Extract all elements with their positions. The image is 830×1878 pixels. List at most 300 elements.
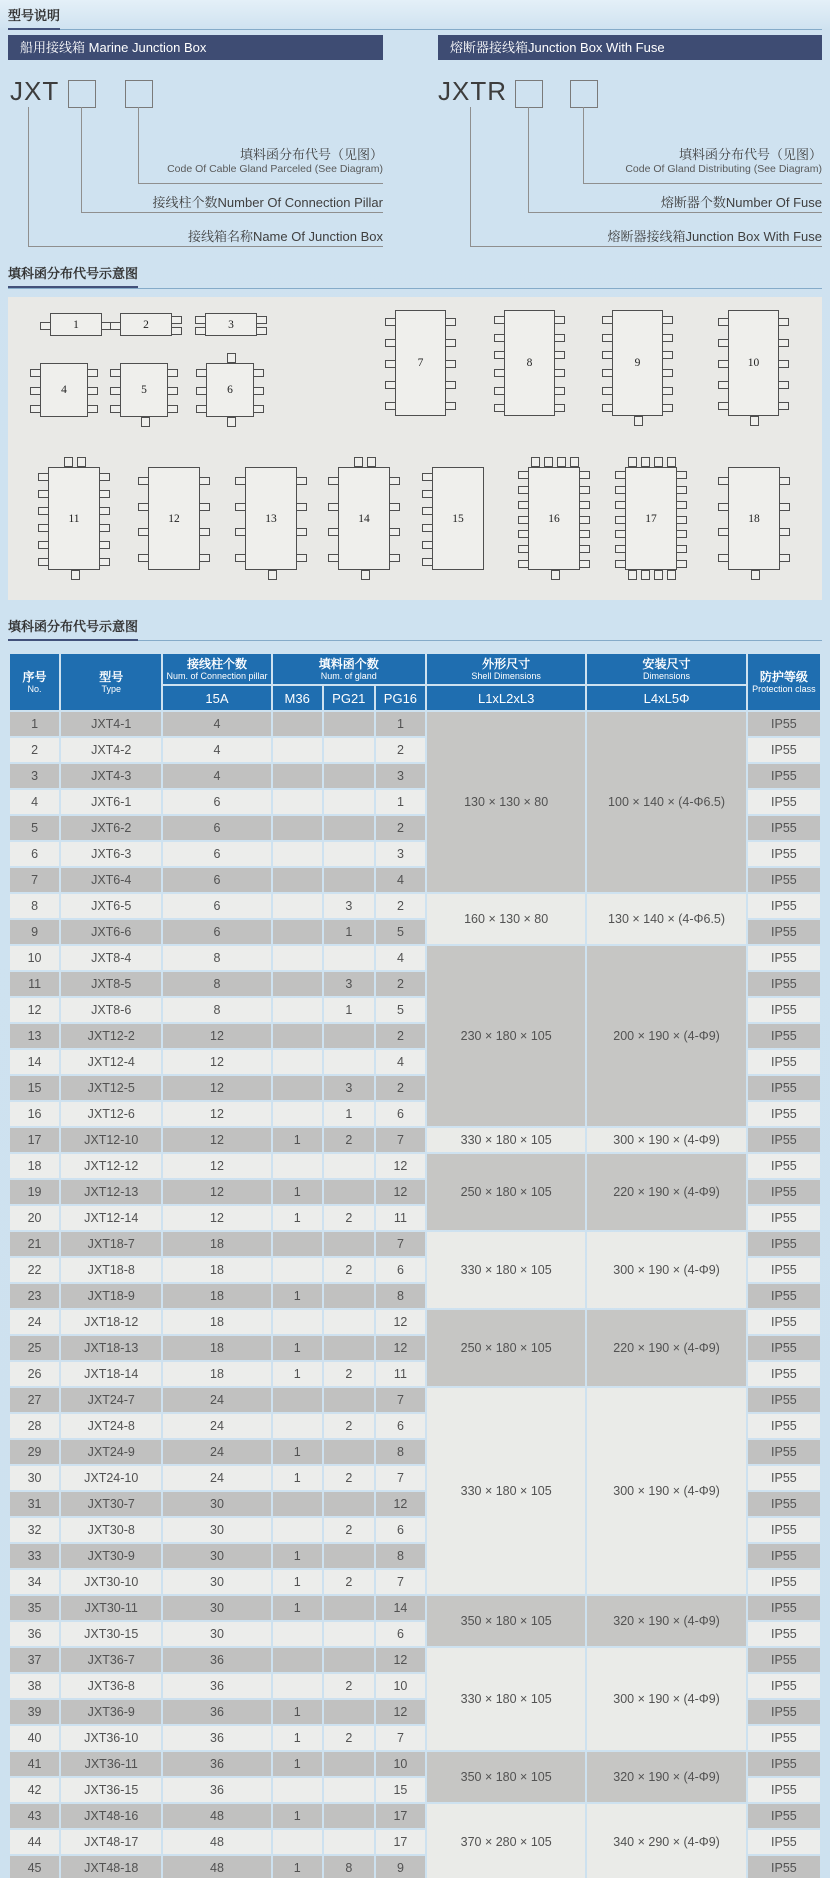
cell-15a: 24 bbox=[163, 1414, 270, 1438]
cell-type: JXT24-10 bbox=[61, 1466, 161, 1490]
cell-15a: 6 bbox=[163, 894, 270, 918]
cell-type: JXT30-9 bbox=[61, 1544, 161, 1568]
cell-protection-class: IP55 bbox=[748, 1128, 820, 1152]
cell-shell-dimensions: 330 × 180 × 105 bbox=[427, 1232, 585, 1308]
gland-stub bbox=[38, 541, 49, 549]
cell-pg16: 4 bbox=[376, 1050, 425, 1074]
gland-stub bbox=[518, 560, 529, 568]
gland-box bbox=[40, 363, 88, 417]
gland-stub bbox=[718, 381, 729, 389]
gland-stub bbox=[544, 457, 553, 467]
gland-box-label: 16 bbox=[548, 512, 560, 525]
cell-mount-dimensions: 300 × 190 × (4-Φ9) bbox=[587, 1388, 745, 1594]
gland-stub bbox=[779, 477, 790, 485]
col-header-mount: 安装尺寸 Dimensions bbox=[587, 654, 745, 684]
cell-protection-class: IP55 bbox=[748, 1596, 820, 1620]
gland-stub bbox=[662, 334, 673, 342]
cell-protection-class: IP55 bbox=[748, 998, 820, 1022]
cell-m36 bbox=[273, 998, 322, 1022]
cell-type: JXT30-8 bbox=[61, 1518, 161, 1542]
cell-type: JXT36-7 bbox=[61, 1648, 161, 1672]
cell-15a: 30 bbox=[163, 1518, 270, 1542]
cell-pg21: 2 bbox=[324, 1362, 374, 1386]
cell-15a: 12 bbox=[163, 1076, 270, 1100]
cell-protection-class: IP55 bbox=[748, 1856, 820, 1878]
cell-no: 41 bbox=[10, 1752, 59, 1776]
cell-protection-class: IP55 bbox=[748, 1076, 820, 1100]
col-header-no: 序号 No. bbox=[10, 654, 59, 710]
cell-shell-dimensions: 330 × 180 × 105 bbox=[427, 1128, 585, 1152]
cell-shell-dimensions: 230 × 180 × 105 bbox=[427, 946, 585, 1126]
cell-no: 36 bbox=[10, 1622, 59, 1646]
cell-15a: 8 bbox=[163, 998, 270, 1022]
gland-stub bbox=[328, 528, 339, 536]
cell-15a: 8 bbox=[163, 946, 270, 970]
cell-pg21 bbox=[324, 1336, 374, 1360]
cell-pg21: 3 bbox=[324, 972, 374, 996]
cell-type: JXT6-3 bbox=[61, 842, 161, 866]
cell-pg16: 6 bbox=[376, 1518, 425, 1542]
cell-no: 18 bbox=[10, 1154, 59, 1178]
table-row bbox=[10, 1232, 820, 1256]
gland-stub bbox=[494, 316, 505, 324]
gland-stub bbox=[71, 570, 80, 580]
cell-pg16: 6 bbox=[376, 1414, 425, 1438]
subcol-15a: 15A bbox=[163, 686, 270, 710]
cell-type: JXT12-5 bbox=[61, 1076, 161, 1100]
cell-no: 30 bbox=[10, 1466, 59, 1490]
gland-stub bbox=[654, 457, 663, 467]
subcol-pg16: PG16 bbox=[376, 686, 425, 710]
cell-protection-class: IP55 bbox=[748, 1258, 820, 1282]
cell-pg16: 11 bbox=[376, 1206, 425, 1230]
cell-mount-dimensions: 100 × 140 × (4-Φ6.5) bbox=[587, 712, 745, 892]
cell-m36 bbox=[273, 842, 322, 866]
gland-stub bbox=[171, 316, 182, 324]
gland-stub bbox=[554, 369, 565, 377]
cell-protection-class: IP55 bbox=[748, 1284, 820, 1308]
jxt-label-gland-code: 填料函分布代号（见图） Code Of Cable Gland Parceled (See Diagram) bbox=[138, 146, 383, 184]
cell-pg16: 2 bbox=[376, 1076, 425, 1100]
jxt-label-box-name: 接线箱名称Name Of Junction Box bbox=[28, 228, 383, 247]
cell-no: 21 bbox=[10, 1232, 59, 1256]
cell-pg16: 4 bbox=[376, 946, 425, 970]
gland-stub bbox=[641, 457, 650, 467]
cell-no: 20 bbox=[10, 1206, 59, 1230]
cell-m36 bbox=[273, 1622, 322, 1646]
cell-pg21 bbox=[324, 842, 374, 866]
jxtr-code-box-1 bbox=[515, 80, 543, 108]
cell-no: 34 bbox=[10, 1570, 59, 1594]
table-row bbox=[10, 1752, 820, 1776]
cell-type: JXT6-2 bbox=[61, 816, 161, 840]
cell-pg16: 12 bbox=[376, 1700, 425, 1724]
cell-m36: 1 bbox=[273, 1206, 322, 1230]
cell-protection-class: IP55 bbox=[748, 1674, 820, 1698]
cell-pg21 bbox=[324, 1232, 374, 1256]
gland-stub bbox=[99, 558, 110, 566]
gland-stub bbox=[750, 416, 759, 426]
cell-mount-dimensions: 300 × 190 × (4-Φ9) bbox=[587, 1128, 745, 1152]
gland-stub bbox=[64, 457, 73, 467]
gland-stub bbox=[110, 322, 121, 330]
cell-m36 bbox=[273, 868, 322, 892]
gland-stub bbox=[718, 554, 729, 562]
cell-no: 2 bbox=[10, 738, 59, 762]
cell-pg16: 2 bbox=[376, 1024, 425, 1048]
cell-type: JXT12-10 bbox=[61, 1128, 161, 1152]
table-row bbox=[10, 1388, 820, 1412]
cell-m36: 1 bbox=[273, 1336, 322, 1360]
spec-table bbox=[8, 652, 822, 1878]
cell-type: JXT4-3 bbox=[61, 764, 161, 788]
gland-stub bbox=[422, 524, 433, 532]
cell-15a: 36 bbox=[163, 1778, 270, 1802]
cell-15a: 36 bbox=[163, 1648, 270, 1672]
cell-protection-class: IP55 bbox=[748, 1830, 820, 1854]
gland-stub bbox=[662, 369, 673, 377]
cell-pg16: 17 bbox=[376, 1830, 425, 1854]
gland-stub bbox=[328, 477, 339, 485]
section-title-model: 型号说明 bbox=[8, 8, 60, 30]
cell-no: 45 bbox=[10, 1856, 59, 1878]
cell-pg21 bbox=[324, 1544, 374, 1568]
cell-pg21 bbox=[324, 764, 374, 788]
cell-protection-class: IP55 bbox=[748, 1362, 820, 1386]
gland-stub bbox=[518, 471, 529, 479]
cell-m36 bbox=[273, 1388, 322, 1412]
cell-pg21 bbox=[324, 1752, 374, 1776]
cell-pg21 bbox=[324, 1700, 374, 1724]
cell-pg16: 12 bbox=[376, 1154, 425, 1178]
gland-stub bbox=[138, 477, 149, 485]
cell-m36 bbox=[273, 1076, 322, 1100]
gland-box bbox=[48, 467, 100, 570]
gland-stub bbox=[445, 339, 456, 347]
cell-pg16: 12 bbox=[376, 1336, 425, 1360]
cell-15a: 48 bbox=[163, 1856, 270, 1878]
gland-box bbox=[728, 467, 780, 570]
gland-stub bbox=[253, 387, 264, 395]
cell-15a: 18 bbox=[163, 1336, 270, 1360]
cell-m36 bbox=[273, 972, 322, 996]
cell-shell-dimensions: 370 × 280 × 105 bbox=[427, 1804, 585, 1878]
gland-box bbox=[612, 310, 663, 416]
cell-type: JXT8-4 bbox=[61, 946, 161, 970]
cell-15a: 6 bbox=[163, 920, 270, 944]
gland-box-label: 6 bbox=[227, 384, 233, 396]
gland-stub bbox=[494, 334, 505, 342]
cell-protection-class: IP55 bbox=[748, 1778, 820, 1802]
cell-protection-class: IP55 bbox=[748, 1622, 820, 1646]
spec-table-body bbox=[10, 712, 820, 1878]
gland-box bbox=[206, 363, 254, 417]
cell-protection-class: IP55 bbox=[748, 1518, 820, 1542]
cell-pg16: 2 bbox=[376, 894, 425, 918]
gland-stub bbox=[422, 507, 433, 515]
gland-stub bbox=[628, 457, 637, 467]
cell-type: JXT48-17 bbox=[61, 1830, 161, 1854]
gland-stub bbox=[615, 486, 626, 494]
cell-no: 7 bbox=[10, 868, 59, 892]
cell-pg21 bbox=[324, 738, 374, 762]
cell-no: 35 bbox=[10, 1596, 59, 1620]
gland-stub bbox=[667, 570, 676, 580]
cell-no: 1 bbox=[10, 712, 59, 736]
gland-stub bbox=[227, 417, 236, 427]
cell-pg21 bbox=[324, 1804, 374, 1828]
gland-stub bbox=[328, 503, 339, 511]
cell-protection-class: IP55 bbox=[748, 1050, 820, 1074]
gland-stub bbox=[138, 503, 149, 511]
cell-pg21: 1 bbox=[324, 998, 374, 1022]
cell-type: JXT24-8 bbox=[61, 1414, 161, 1438]
cell-pg16: 17 bbox=[376, 1804, 425, 1828]
cell-no: 27 bbox=[10, 1388, 59, 1412]
cell-pg21 bbox=[324, 712, 374, 736]
gland-stub bbox=[167, 369, 178, 377]
cell-type: JXT12-14 bbox=[61, 1206, 161, 1230]
gland-stub bbox=[676, 471, 687, 479]
cell-pg16: 2 bbox=[376, 972, 425, 996]
jxtr-label-gland-code: 填料函分布代号（见图） Code Of Gland Distributing (See Diagram) bbox=[583, 146, 822, 184]
cell-pg21 bbox=[324, 1154, 374, 1178]
cell-pg21 bbox=[324, 1830, 374, 1854]
cell-protection-class: IP55 bbox=[748, 1544, 820, 1568]
gland-stub bbox=[422, 558, 433, 566]
cell-m36 bbox=[273, 764, 322, 788]
subcol-mount-dims: L4xL5Φ bbox=[587, 686, 745, 710]
cell-protection-class: IP55 bbox=[748, 1388, 820, 1412]
gland-stub bbox=[38, 524, 49, 532]
col-header-shell: 外形尺寸 Shell Dimensions bbox=[427, 654, 585, 684]
cell-m36 bbox=[273, 1492, 322, 1516]
cell-pg16: 12 bbox=[376, 1180, 425, 1204]
cell-15a: 24 bbox=[163, 1440, 270, 1464]
cell-protection-class: IP55 bbox=[748, 946, 820, 970]
gland-stub bbox=[602, 316, 613, 324]
gland-stub bbox=[110, 405, 121, 413]
cell-no: 3 bbox=[10, 764, 59, 788]
gland-stub bbox=[494, 387, 505, 395]
gland-stub bbox=[751, 570, 760, 580]
cell-no: 23 bbox=[10, 1284, 59, 1308]
cell-15a: 12 bbox=[163, 1128, 270, 1152]
cell-protection-class: IP55 bbox=[748, 1232, 820, 1256]
gland-box bbox=[148, 467, 200, 570]
cell-m36: 1 bbox=[273, 1544, 322, 1568]
gland-stub bbox=[718, 503, 729, 511]
cell-no: 38 bbox=[10, 1674, 59, 1698]
gland-stub bbox=[579, 545, 590, 553]
cell-pg16: 7 bbox=[376, 1232, 425, 1256]
cell-shell-dimensions: 350 × 180 × 105 bbox=[427, 1596, 585, 1646]
marine-junction-box-bar: 船用接线箱 Marine Junction Box bbox=[8, 35, 383, 60]
cell-m36: 1 bbox=[273, 1856, 322, 1878]
gland-stub bbox=[518, 501, 529, 509]
gland-box bbox=[728, 310, 779, 416]
cell-mount-dimensions: 300 × 190 × (4-Φ9) bbox=[587, 1232, 745, 1308]
gland-stub bbox=[554, 316, 565, 324]
gland-stub bbox=[138, 528, 149, 536]
gland-stub bbox=[196, 387, 207, 395]
gland-stub bbox=[235, 554, 246, 562]
cell-15a: 4 bbox=[163, 712, 270, 736]
gland-stub bbox=[99, 524, 110, 532]
gland-stub bbox=[296, 503, 307, 511]
cell-pg16: 5 bbox=[376, 920, 425, 944]
gland-stub bbox=[554, 351, 565, 359]
gland-stub bbox=[38, 558, 49, 566]
cell-15a: 30 bbox=[163, 1570, 270, 1594]
gland-stub bbox=[579, 560, 590, 568]
cell-no: 39 bbox=[10, 1700, 59, 1724]
cell-no: 9 bbox=[10, 920, 59, 944]
gland-stub bbox=[296, 554, 307, 562]
cell-pg16: 2 bbox=[376, 738, 425, 762]
cell-shell-dimensions: 330 × 180 × 105 bbox=[427, 1648, 585, 1750]
gland-stub bbox=[196, 369, 207, 377]
cell-m36: 1 bbox=[273, 1700, 322, 1724]
gland-stub bbox=[602, 387, 613, 395]
gland-stub bbox=[518, 516, 529, 524]
cell-pg16: 7 bbox=[376, 1388, 425, 1412]
cell-type: JXT6-4 bbox=[61, 868, 161, 892]
cell-type: JXT12-4 bbox=[61, 1050, 161, 1074]
cell-type: JXT8-6 bbox=[61, 998, 161, 1022]
cell-no: 12 bbox=[10, 998, 59, 1022]
cell-m36 bbox=[273, 920, 322, 944]
gland-box-label: 2 bbox=[143, 318, 149, 331]
gland-stub bbox=[30, 387, 41, 395]
cell-no: 15 bbox=[10, 1076, 59, 1100]
cell-pg21: 2 bbox=[324, 1518, 374, 1542]
cell-pg21 bbox=[324, 1180, 374, 1204]
junction-box-with-fuse-bar: 熔断器接线箱Junction Box With Fuse bbox=[438, 35, 822, 60]
cell-protection-class: IP55 bbox=[748, 972, 820, 996]
gland-stub bbox=[235, 477, 246, 485]
cell-15a: 48 bbox=[163, 1830, 270, 1854]
cell-type: JXT36-9 bbox=[61, 1700, 161, 1724]
cell-pg16: 5 bbox=[376, 998, 425, 1022]
cell-protection-class: IP55 bbox=[748, 868, 820, 892]
cell-no: 31 bbox=[10, 1492, 59, 1516]
cell-mount-dimensions: 220 × 190 × (4-Φ9) bbox=[587, 1154, 745, 1230]
cell-pg21 bbox=[324, 868, 374, 892]
cell-15a: 4 bbox=[163, 738, 270, 762]
gland-stub bbox=[662, 316, 673, 324]
gland-box bbox=[205, 313, 257, 336]
cell-no: 26 bbox=[10, 1362, 59, 1386]
cell-pg16: 7 bbox=[376, 1726, 425, 1750]
cell-protection-class: IP55 bbox=[748, 1154, 820, 1178]
jxtr-label-box-name: 熔断器接线箱Junction Box With Fuse bbox=[470, 228, 822, 247]
gland-stub bbox=[615, 516, 626, 524]
gland-stub bbox=[615, 530, 626, 538]
cell-pg21 bbox=[324, 1050, 374, 1074]
cell-no: 14 bbox=[10, 1050, 59, 1074]
cell-pg16: 1 bbox=[376, 790, 425, 814]
cell-type: JXT6-5 bbox=[61, 894, 161, 918]
cell-pg16: 4 bbox=[376, 868, 425, 892]
gland-stub bbox=[422, 541, 433, 549]
gland-stub bbox=[171, 327, 182, 335]
gland-stub bbox=[445, 402, 456, 410]
cell-pg21: 2 bbox=[324, 1258, 374, 1282]
gland-stub bbox=[235, 528, 246, 536]
gland-stub bbox=[579, 501, 590, 509]
cell-type: JXT36-15 bbox=[61, 1778, 161, 1802]
cell-type: JXT8-5 bbox=[61, 972, 161, 996]
cell-pg21: 3 bbox=[324, 894, 374, 918]
gland-stub bbox=[30, 405, 41, 413]
gland-stub bbox=[778, 402, 789, 410]
cell-protection-class: IP55 bbox=[748, 738, 820, 762]
cell-m36: 1 bbox=[273, 1128, 322, 1152]
gland-box-label: 11 bbox=[68, 512, 80, 525]
cell-m36 bbox=[273, 1674, 322, 1698]
cell-pg16: 8 bbox=[376, 1284, 425, 1308]
cell-pg16: 2 bbox=[376, 816, 425, 840]
cell-pg16: 10 bbox=[376, 1752, 425, 1776]
cell-type: JXT12-12 bbox=[61, 1154, 161, 1178]
cell-pg21: 2 bbox=[324, 1674, 374, 1698]
gland-stub bbox=[389, 554, 400, 562]
cell-no: 4 bbox=[10, 790, 59, 814]
gland-stub bbox=[662, 387, 673, 395]
cell-m36 bbox=[273, 712, 322, 736]
cell-pg16: 3 bbox=[376, 764, 425, 788]
cell-mount-dimensions: 200 × 190 × (4-Φ9) bbox=[587, 946, 745, 1126]
cell-m36 bbox=[273, 1232, 322, 1256]
cell-m36 bbox=[273, 816, 322, 840]
cell-15a: 6 bbox=[163, 842, 270, 866]
gland-stub bbox=[38, 507, 49, 515]
gland-stub bbox=[654, 570, 663, 580]
cell-pg16: 12 bbox=[376, 1310, 425, 1334]
cell-m36 bbox=[273, 1648, 322, 1672]
gland-box-label: 1 bbox=[73, 318, 79, 331]
cell-15a: 24 bbox=[163, 1466, 270, 1490]
gland-stub bbox=[557, 457, 566, 467]
cell-pg21 bbox=[324, 790, 374, 814]
gland-stub bbox=[662, 351, 673, 359]
cell-type: JXT18-12 bbox=[61, 1310, 161, 1334]
section-divider bbox=[8, 29, 822, 30]
gland-box-label: 12 bbox=[168, 512, 180, 525]
cell-15a: 18 bbox=[163, 1310, 270, 1334]
jxt-label-pillar-count: 接线柱个数Number Of Connection Pillar bbox=[81, 194, 383, 213]
gland-stub bbox=[199, 503, 210, 511]
cell-type: JXT12-6 bbox=[61, 1102, 161, 1126]
cell-shell-dimensions: 250 × 180 × 105 bbox=[427, 1310, 585, 1386]
gland-stub bbox=[422, 490, 433, 498]
cell-pg21 bbox=[324, 1440, 374, 1464]
cell-pg21 bbox=[324, 816, 374, 840]
gland-stub bbox=[518, 530, 529, 538]
cell-15a: 24 bbox=[163, 1388, 270, 1412]
cell-pg16: 12 bbox=[376, 1492, 425, 1516]
gland-stub bbox=[554, 404, 565, 412]
cell-type: JXT36-11 bbox=[61, 1752, 161, 1776]
table-row bbox=[10, 1310, 820, 1334]
gland-stub bbox=[615, 560, 626, 568]
cell-no: 40 bbox=[10, 1726, 59, 1750]
cell-no: 44 bbox=[10, 1830, 59, 1854]
gland-stub bbox=[634, 416, 643, 426]
cell-no: 10 bbox=[10, 946, 59, 970]
cell-no: 42 bbox=[10, 1778, 59, 1802]
